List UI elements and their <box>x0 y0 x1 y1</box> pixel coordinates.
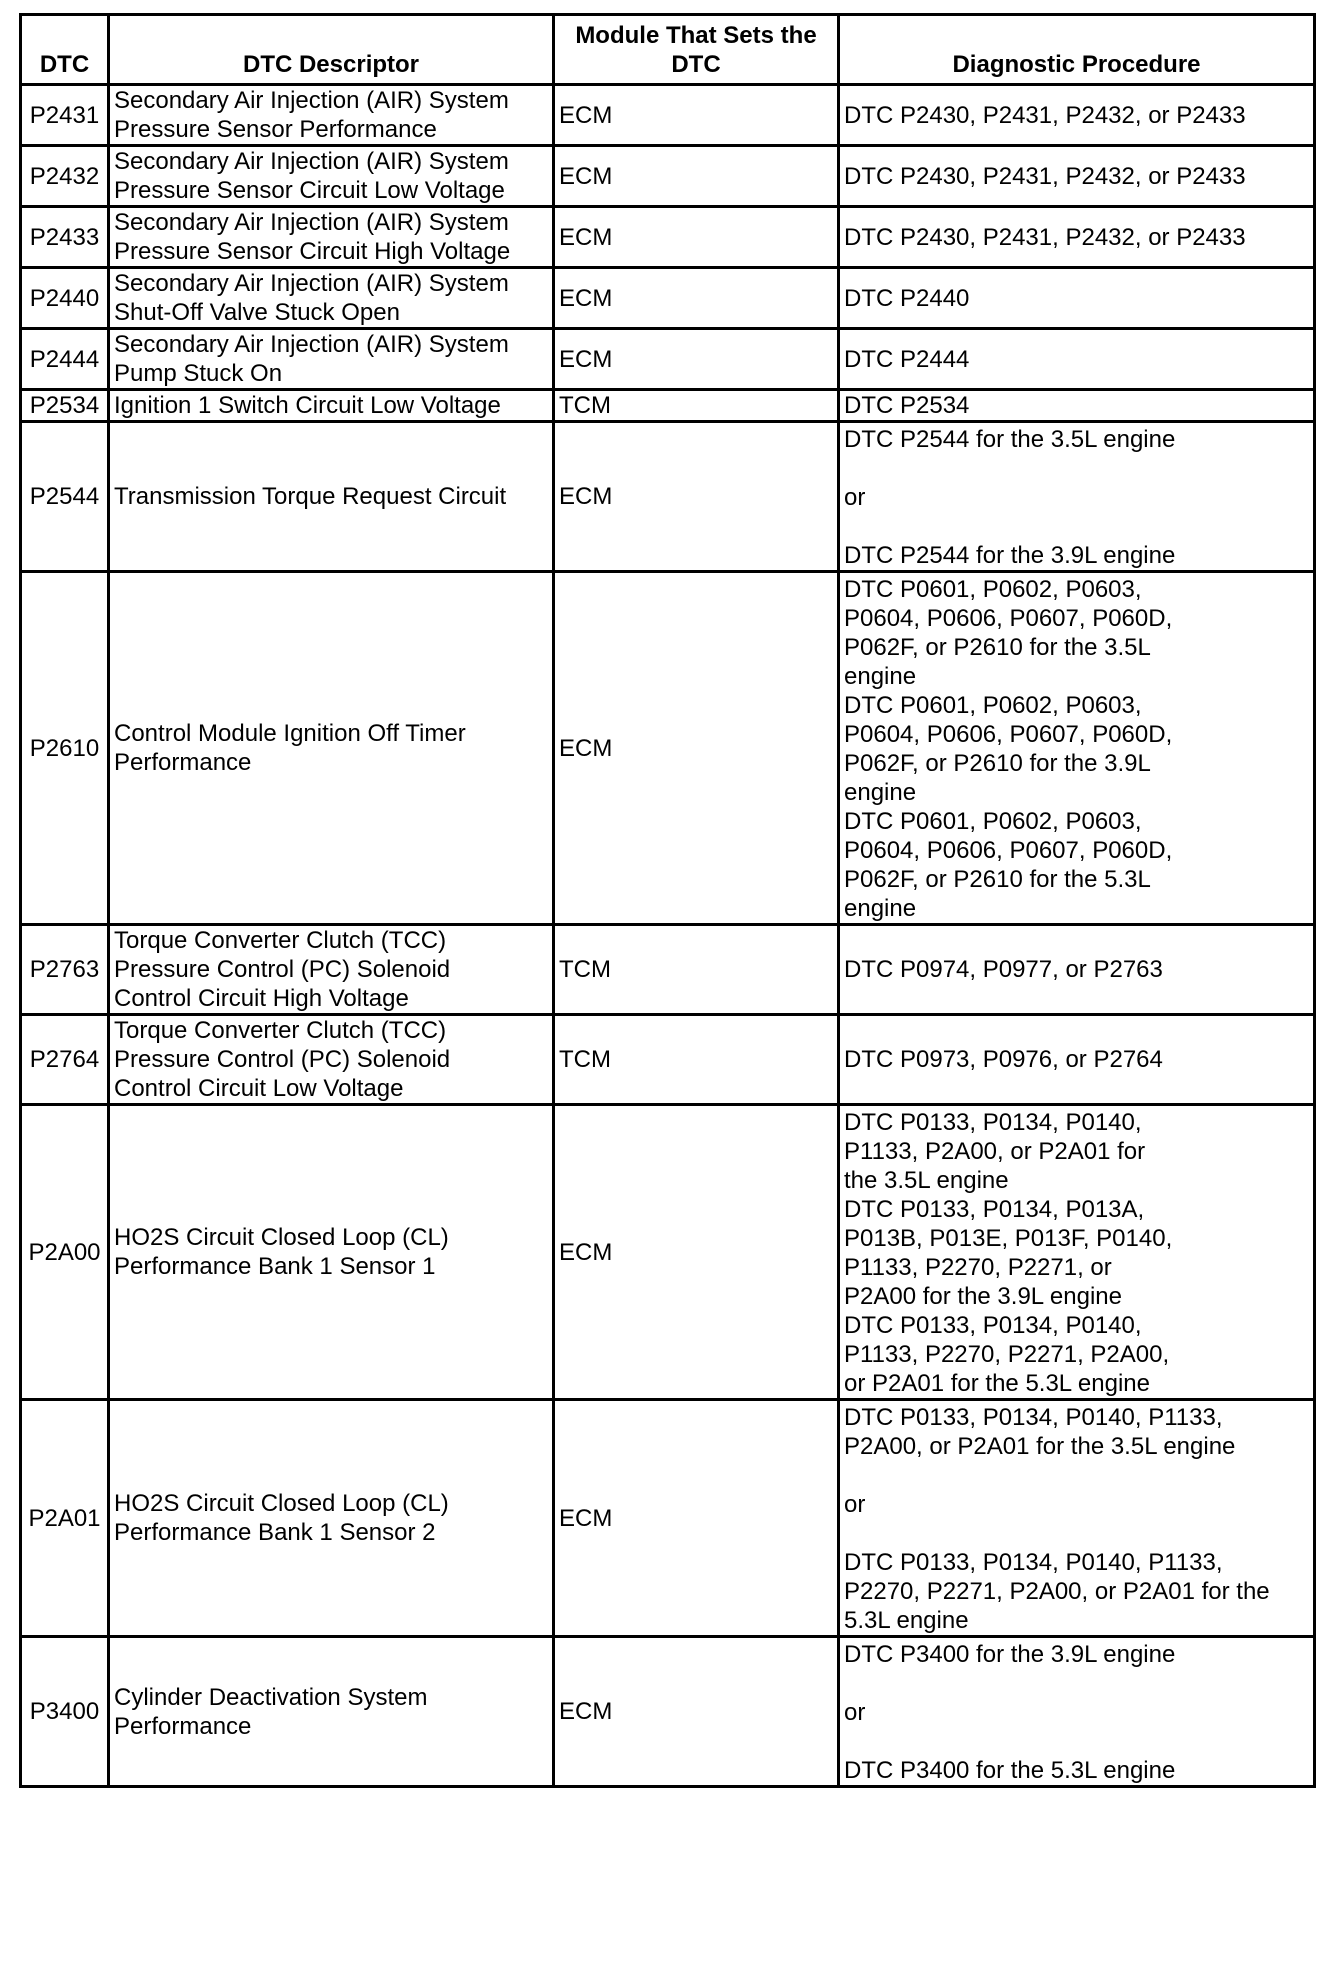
procedure-line: P062F, or P2610 for the 5.3L <box>844 866 1151 893</box>
procedure-spacer <box>844 1727 1309 1756</box>
descriptor-line: Control Circuit High Voltage <box>114 985 409 1012</box>
dtc-descriptor-cell <box>109 146 554 207</box>
diagnostic-procedure-cell <box>839 329 1315 390</box>
dtc-descriptor-cell <box>109 329 554 390</box>
header-descriptor: DTC Descriptor <box>109 15 554 85</box>
table-row <box>21 572 1315 925</box>
table-row <box>21 85 1315 146</box>
diagnostic-procedure-cell <box>839 1637 1315 1787</box>
procedure-line: DTC P0133, P0134, P0140, P1133, <box>844 1549 1223 1576</box>
procedure-line: DTC P0133, P0134, P0140, <box>844 1109 1142 1136</box>
module-cell: ECM <box>554 146 839 207</box>
procedure-line: DTC P2430, P2431, P2432, or P2433 <box>844 101 1246 129</box>
procedure-line: P2A00, or P2A01 for the 3.5L engine <box>844 1433 1236 1460</box>
procedure-line: P0604, P0606, P0607, P060D, <box>844 837 1173 864</box>
dtc-descriptor-cell <box>109 1400 554 1637</box>
dtc-code-cell: P2A00 <box>21 1105 109 1400</box>
table-row <box>21 1637 1315 1787</box>
header-dtc: DTC <box>21 15 109 85</box>
descriptor-line: Pressure Sensor Performance <box>114 116 437 143</box>
table-row <box>21 422 1315 572</box>
procedure-line: DTC P3400 for the 3.9L engine <box>844 1641 1176 1668</box>
descriptor-line: HO2S Circuit Closed Loop (CL) <box>114 1490 449 1517</box>
table-row <box>21 268 1315 329</box>
module-cell: ECM <box>554 1400 839 1637</box>
procedure-line: engine <box>844 895 917 922</box>
procedure-line: DTC P2440 <box>844 284 970 312</box>
procedure-line: DTC P0133, P0134, P013A, <box>844 1196 1145 1223</box>
descriptor-line: Cylinder Deactivation System <box>114 1683 428 1711</box>
procedure-line: DTC P2444 <box>844 345 970 373</box>
dtc-code-cell: P3400 <box>21 1637 109 1787</box>
table-header-row <box>21 15 1315 85</box>
module-cell: ECM <box>554 1637 839 1787</box>
descriptor-line: Performance <box>114 1712 252 1740</box>
descriptor-line: Performance Bank 1 Sensor 2 <box>114 1519 436 1546</box>
diagnostic-procedure-cell <box>839 925 1315 1015</box>
diagnostic-procedure-cell <box>839 1015 1315 1105</box>
descriptor-line: Pressure Control (PC) Solenoid <box>114 1046 451 1073</box>
table-body <box>21 85 1315 1787</box>
table-row <box>21 925 1315 1015</box>
table-row <box>21 1105 1315 1400</box>
descriptor-line: Secondary Air Injection (AIR) System <box>114 209 509 236</box>
descriptor-line: Control Circuit Low Voltage <box>114 1075 404 1102</box>
procedure-line: DTC P2544 for the 3.9L engine <box>844 542 1176 569</box>
table-row <box>21 1015 1315 1105</box>
procedure-line: P1133, P2270, P2271, or <box>844 1254 1112 1281</box>
procedure-line: DTC P2430, P2431, P2432, or P2433 <box>844 162 1246 190</box>
procedure-spacer <box>844 512 1309 541</box>
diagnostic-procedure-cell <box>839 572 1315 925</box>
table-row <box>21 1400 1315 1637</box>
procedure-line: or <box>844 484 866 511</box>
procedure-line: P2A00 for the 3.9L engine <box>844 1283 1122 1310</box>
diagnostic-procedure-cell <box>839 146 1315 207</box>
procedure-line: DTC P2544 for the 3.5L engine <box>844 426 1176 453</box>
descriptor-line: Performance Bank 1 Sensor 1 <box>114 1253 436 1280</box>
procedure-line: P062F, or P2610 for the 3.9L <box>844 750 1151 777</box>
table-row <box>21 146 1315 207</box>
procedure-spacer <box>844 1461 1309 1490</box>
descriptor-line: Pressure Control (PC) Solenoid <box>114 956 451 983</box>
dtc-code-cell: P2544 <box>21 422 109 572</box>
procedure-line: engine <box>844 663 917 690</box>
procedure-line: DTC P0133, P0134, P0140, <box>844 1312 1142 1339</box>
diagnostic-procedure-cell <box>839 1105 1315 1400</box>
procedure-line: P1133, P2270, P2271, P2A00, <box>844 1341 1170 1368</box>
procedure-line: DTC P0601, P0602, P0603, <box>844 576 1142 603</box>
descriptor-line: Secondary Air Injection (AIR) System <box>114 148 509 175</box>
dtc-table <box>19 13 1316 1788</box>
dtc-code-cell: P2431 <box>21 85 109 146</box>
descriptor-line: Torque Converter Clutch (TCC) <box>114 927 447 954</box>
table-row <box>21 390 1315 422</box>
procedure-line: P1133, P2A00, or P2A01 for <box>844 1138 1146 1165</box>
descriptor-line: Pressure Sensor Circuit High Voltage <box>114 238 511 265</box>
procedure-line: DTC P0601, P0602, P0603, <box>844 692 1142 719</box>
procedure-line: DTC P0973, P0976, or P2764 <box>844 1046 1163 1073</box>
dtc-code-cell: P2444 <box>21 329 109 390</box>
diagnostic-procedure-cell <box>839 268 1315 329</box>
procedure-line: DTC P0974, P0977, or P2763 <box>844 956 1163 983</box>
dtc-code-cell: P2534 <box>21 390 109 422</box>
dtc-descriptor-cell <box>109 572 554 925</box>
descriptor-line: HO2S Circuit Closed Loop (CL) <box>114 1224 449 1251</box>
procedure-spacer <box>844 454 1309 483</box>
descriptor-line: Torque Converter Clutch (TCC) <box>114 1017 447 1044</box>
dtc-descriptor-cell <box>109 1637 554 1787</box>
module-cell: TCM <box>554 1015 839 1105</box>
descriptor-line: Ignition 1 Switch Circuit Low Voltage <box>114 392 501 419</box>
dtc-descriptor-cell <box>109 390 554 422</box>
procedure-spacer <box>844 1669 1309 1698</box>
procedure-line: DTC P2534 <box>844 392 970 419</box>
module-cell: ECM <box>554 1105 839 1400</box>
table-row <box>21 329 1315 390</box>
dtc-code-cell: P2610 <box>21 572 109 925</box>
dtc-code-cell: P2433 <box>21 207 109 268</box>
diagnostic-procedure-cell <box>839 390 1315 422</box>
procedure-line: or P2A01 for the 5.3L engine <box>844 1370 1150 1397</box>
dtc-descriptor-cell <box>109 422 554 572</box>
procedure-line: P062F, or P2610 for the 3.5L <box>844 634 1151 661</box>
table-row <box>21 207 1315 268</box>
dtc-code-cell: P2432 <box>21 146 109 207</box>
module-cell: TCM <box>554 925 839 1015</box>
diagnostic-procedure-cell <box>839 85 1315 146</box>
procedure-line: P013B, P013E, P013F, P0140, <box>844 1225 1173 1252</box>
descriptor-line: Performance <box>114 749 252 776</box>
descriptor-line: Secondary Air Injection (AIR) System <box>114 270 509 297</box>
dtc-code-cell: P2764 <box>21 1015 109 1105</box>
descriptor-line: Pump Stuck On <box>114 360 283 387</box>
dtc-code-cell: P2763 <box>21 925 109 1015</box>
procedure-spacer <box>844 1519 1309 1548</box>
module-cell: ECM <box>554 85 839 146</box>
module-cell: ECM <box>554 207 839 268</box>
diagnostic-procedure-cell <box>839 1400 1315 1637</box>
procedure-line: DTC P0133, P0134, P0140, P1133, <box>844 1404 1223 1431</box>
descriptor-line: Pressure Sensor Circuit Low Voltage <box>114 177 505 204</box>
module-cell: ECM <box>554 329 839 390</box>
descriptor-line: Secondary Air Injection (AIR) System <box>114 87 509 114</box>
procedure-line: the 3.5L engine <box>844 1167 1009 1194</box>
procedure-line: DTC P2430, P2431, P2432, or P2433 <box>844 223 1246 251</box>
dtc-code-cell: P2440 <box>21 268 109 329</box>
procedure-line: or <box>844 1699 866 1726</box>
header-procedure: Diagnostic Procedure <box>839 15 1315 85</box>
dtc-descriptor-cell <box>109 85 554 146</box>
procedure-line: or <box>844 1491 866 1518</box>
procedure-line: P0604, P0606, P0607, P060D, <box>844 605 1173 632</box>
procedure-line: DTC P3400 for the 5.3L engine <box>844 1757 1176 1784</box>
descriptor-line: Shut-Off Valve Stuck Open <box>114 299 400 326</box>
descriptor-line: Control Module Ignition Off Timer <box>114 720 466 747</box>
procedure-line: 5.3L engine <box>844 1607 969 1634</box>
diagnostic-procedure-cell <box>839 207 1315 268</box>
module-cell: ECM <box>554 572 839 925</box>
diagnostic-procedure-cell <box>839 422 1315 572</box>
dtc-descriptor-cell <box>109 1015 554 1105</box>
module-cell: TCM <box>554 390 839 422</box>
descriptor-line: Transmission Torque Request Circuit <box>114 483 507 510</box>
dtc-descriptor-cell <box>109 925 554 1015</box>
module-cell: ECM <box>554 422 839 572</box>
dtc-descriptor-cell <box>109 207 554 268</box>
dtc-descriptor-cell <box>109 268 554 329</box>
module-cell: ECM <box>554 268 839 329</box>
descriptor-line: Secondary Air Injection (AIR) System <box>114 331 509 358</box>
dtc-descriptor-cell <box>109 1105 554 1400</box>
procedure-line: P2270, P2271, P2A00, or P2A01 for the <box>844 1578 1270 1605</box>
dtc-code-cell: P2A01 <box>21 1400 109 1637</box>
procedure-line: engine <box>844 779 917 806</box>
procedure-line: P0604, P0606, P0607, P060D, <box>844 721 1173 748</box>
procedure-line: DTC P0601, P0602, P0603, <box>844 808 1142 835</box>
header-module: Module That Sets the DTC <box>554 15 839 85</box>
